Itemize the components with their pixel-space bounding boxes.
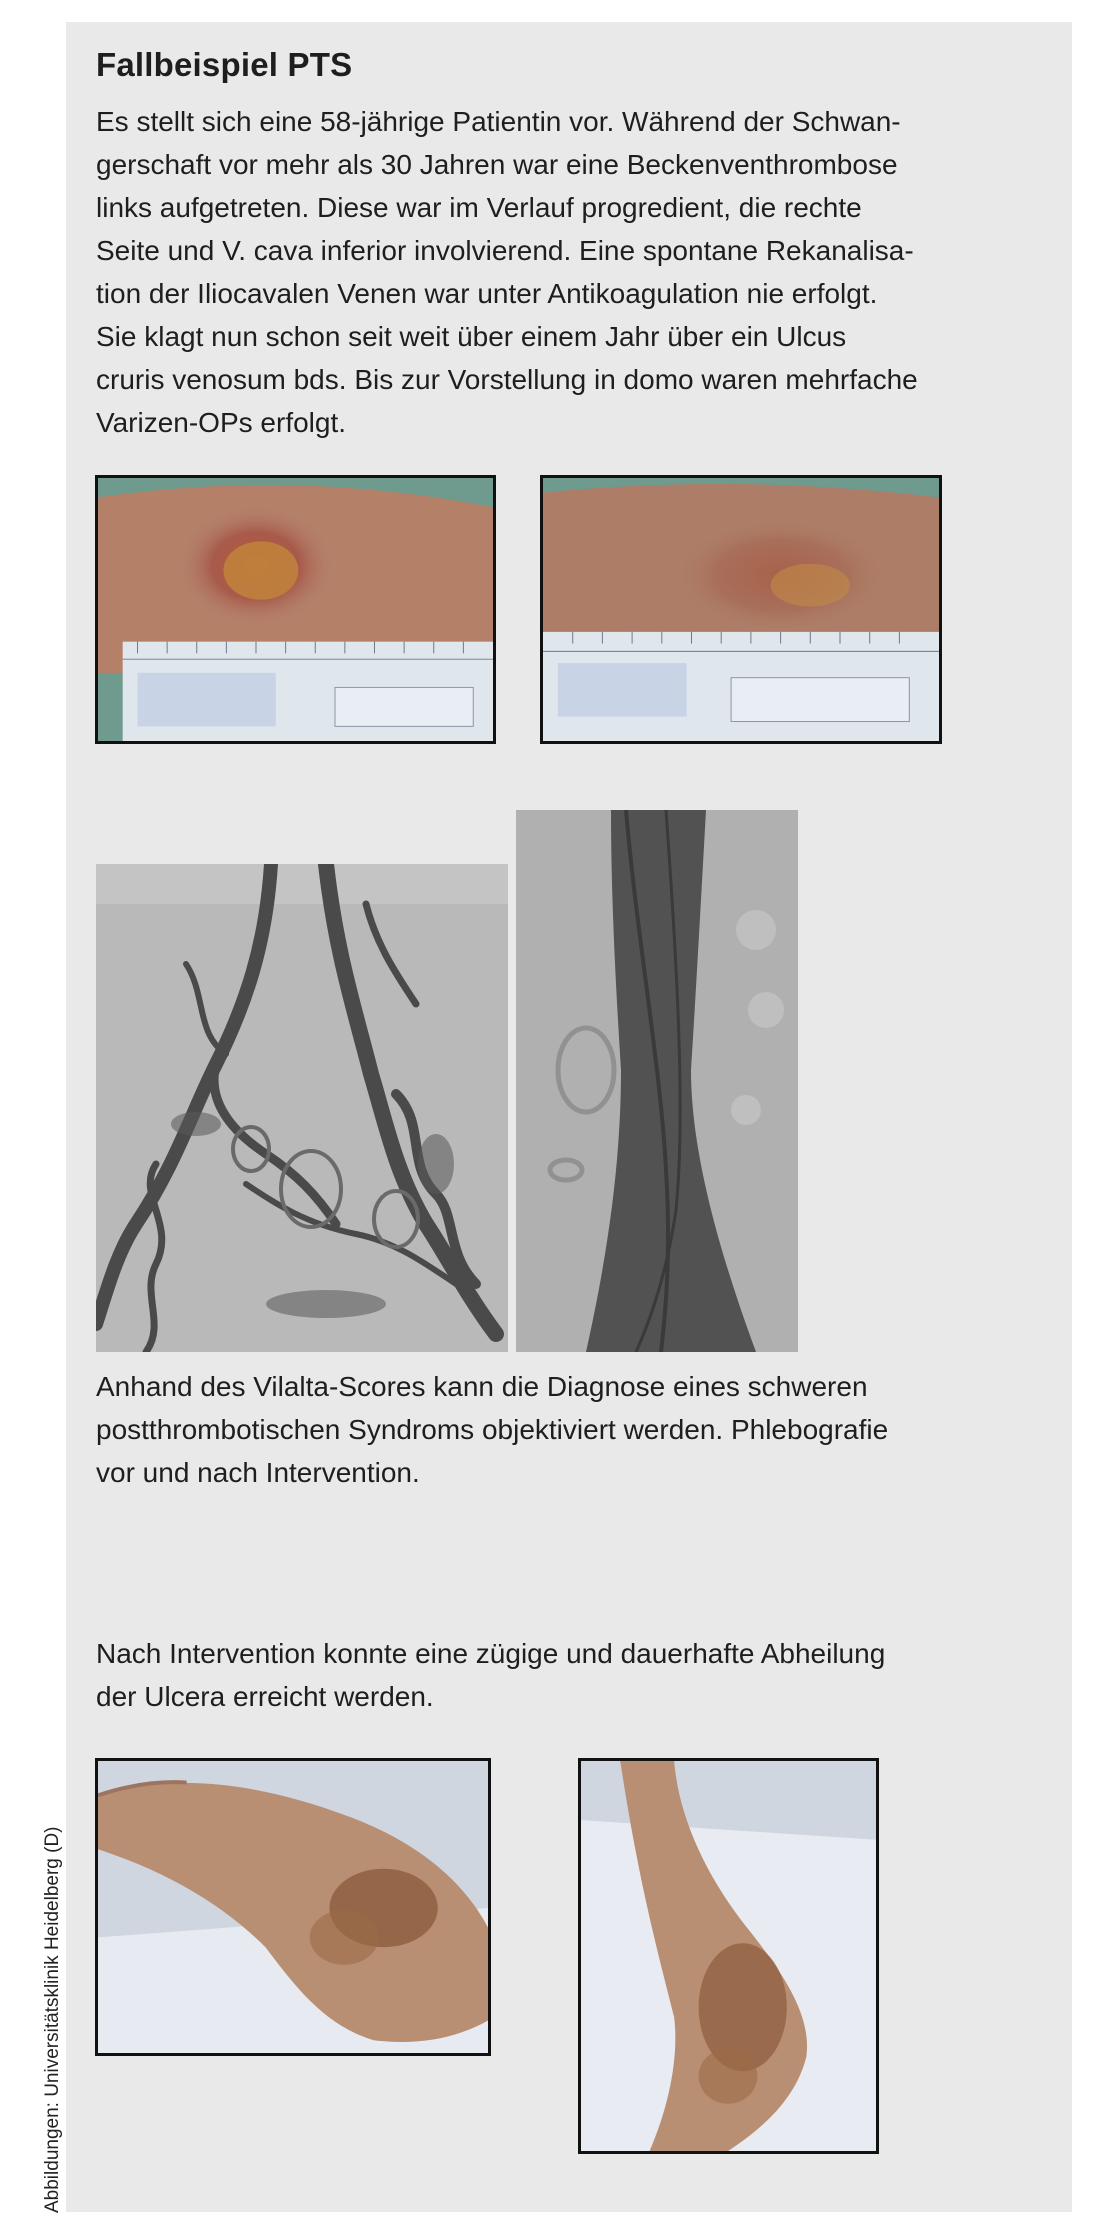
- result-paragraph: [96, 1632, 1046, 1718]
- intro-line: Sie klagt nun schon seit weit über einem Jahr über ein Ulcus: [96, 321, 847, 352]
- intro-line: Varizen-OPs erfolgt.: [96, 407, 347, 438]
- intro-line: tion der Iliocavalen Venen war unter Antikoagulation nie erfolgt.: [96, 278, 878, 309]
- phlebography-before-image: [96, 864, 508, 1352]
- caption-line: postthrombotischen Syndroms objektiviert werden. Phlebografie: [96, 1414, 889, 1445]
- ulcer-photo-left: [95, 475, 496, 744]
- phlebography-caption: [96, 1365, 1046, 1494]
- intro-line: gerschaft vor mehr als 30 Jahren war eine Beckenventhrombose: [96, 149, 898, 180]
- healed-foot-photo-right: [578, 1758, 879, 2154]
- result-line: der Ulcera erreicht werden.: [96, 1681, 434, 1712]
- healed-foot-photo-left: [95, 1758, 491, 2056]
- page-title: Fallbeispiel PTS: [96, 46, 353, 83]
- caption-line: Anhand des Vilalta-Scores kann die Diagnose eines schweren: [96, 1371, 868, 1402]
- intro-line: Es stellt sich eine 58-jährige Patientin vor. Während der Schwan-: [96, 106, 901, 137]
- image-credit: Abbildungen: Universitätsklinik Heidelberg (D): [42, 1826, 63, 2213]
- phlebography-after-image: [516, 810, 798, 1352]
- intro-line: Seite und V. cava inferior involvierend. Eine spontane Rekanalisa-: [96, 235, 914, 266]
- intro-paragraph: [96, 100, 1046, 444]
- result-line: Nach Intervention konnte eine zügige und dauerhafte Abheilung: [96, 1638, 886, 1669]
- intro-line: links aufgetreten. Diese war im Verlauf progredient, die rechte: [96, 192, 862, 223]
- intro-line: cruris venosum bds. Bis zur Vorstellung in domo waren mehrfache: [96, 364, 918, 395]
- ulcer-photo-right: [540, 475, 942, 744]
- caption-line: vor und nach Intervention.: [96, 1457, 420, 1488]
